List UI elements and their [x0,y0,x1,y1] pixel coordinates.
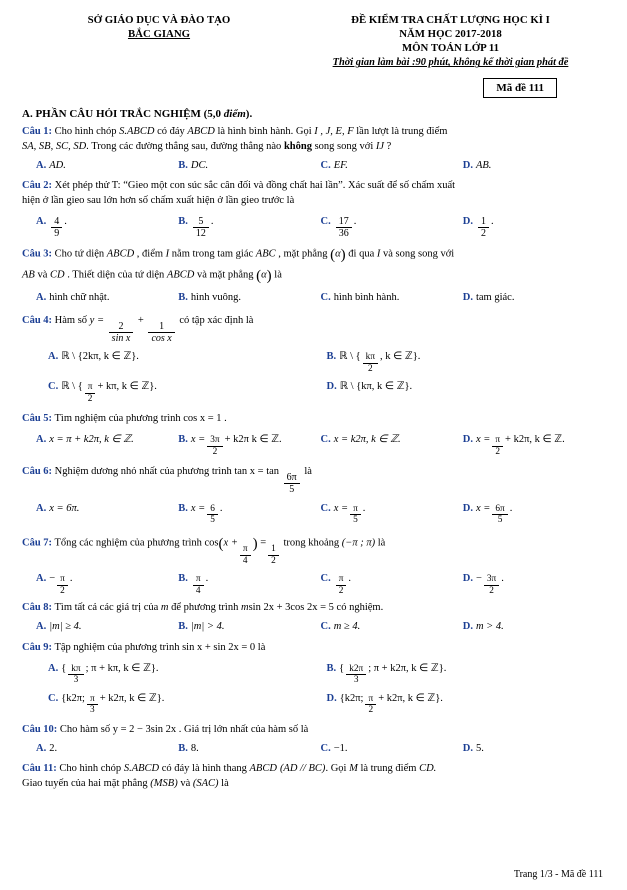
q6-option-b[interactable]: B. x = $\frac{6}{5}$ . [178,502,223,526]
q2-b-fraction: $\frac{5}{12}$ [193,216,209,240]
q10-option-b[interactable]: B. 8. [178,742,199,754]
q6-option-d[interactable]: D. x = $\frac{6\pi}{5}$ . [462,502,513,526]
question-4-options-row2 [22,379,605,404]
q10-option-d[interactable]: D. 5. [462,742,484,754]
exam-code-row [22,68,605,98]
question-9-options-row2 [22,691,605,716]
q2-option-b[interactable]: B. $\frac{5}{12}$ . [178,215,214,239]
section-title-italic: điểm [223,108,246,121]
q2-c-fraction: $\frac{17}{36}$ [336,216,352,240]
q7-option-b[interactable]: B. $\frac{\pi}{4}$ . [178,573,209,596]
q1-t1f: I , J, E, F [314,126,354,138]
time-note: Thời gian làm bài :90 phút, không kể thời gian phát đề [332,57,569,69]
q7-option-c[interactable]: C. $\frac{\pi}{2}$ . [320,573,352,596]
q1-t1d: ABCD [187,126,215,138]
question-7-options [22,571,605,596]
q9-option-d[interactable]: D. {k2π; $\frac{\pi}{2}$ + k2π, k ∈ ℤ}. [326,692,443,716]
q4-option-a[interactable]: A. ℝ \ {2kπ, k ∈ ℤ}. [48,351,139,363]
question-4: Câu 4: Hàm số y = $\frac{2}{\text{sin x}}$ + $\frac{1}{\text{cos x}}$ có tập xác định là [22,314,254,344]
q8-option-c[interactable]: C. m ≥ 4. [320,621,361,633]
q1-option-c-text: EF. [333,160,348,172]
section-title-end: ). [245,108,253,121]
q6-option-c[interactable]: C. x = $\frac{\pi}{5}$ . [320,502,366,526]
q3-option-b[interactable]: B. hình vuông. [178,292,242,304]
question-11: Câu 11: Cho hình chóp S.ABCD có đáy là hình thang ABCD (AD // BC). Gọi M là trung điểm CD. Giao tuyến của hai mặt phẳng (MSB) và (SAC) là [22,762,605,792]
question-9: Câu 9: Tập nghiệm của phương trình sin x + sin 2x = 0 là [22,641,266,653]
q6-option-a[interactable]: A. x = 6π. [36,502,80,514]
q1-option-d[interactable]: D. AB. [463,158,605,174]
q5-option-c[interactable]: C. x = k2π, k ∈ ℤ. [320,434,401,446]
question-2-label: Câu 2: [22,180,53,191]
question-5-label: Câu 5: [22,413,53,425]
q3-option-d[interactable]: D. tam giác. [462,292,515,304]
q11-line2: Giao tuyến của hai mặt phẳng (MSB) và (SAC) là [22,777,229,789]
question-8-label: Câu 8: [22,602,53,614]
section-title [22,108,605,120]
q2-option-d[interactable]: D. $\frac{1}{2}$ . [462,215,494,239]
question-2 [22,179,605,209]
q4-fraction-1: $\frac{2}{\text{sin x}}$ [109,321,134,345]
q9-option-b[interactable]: B. { $\frac{k2\pi}{3}$ ; π + k2π, k ∈ ℤ}. [326,662,447,686]
q7-option-a[interactable]: A. − $\frac{\pi}{2}$ . [36,573,73,596]
question-3-options [22,290,605,306]
header-left [22,14,296,68]
q3-option-c[interactable]: C. hình bình hành. [320,292,400,304]
q1-line2 [22,140,605,155]
q1-t1c: có đáy [154,126,188,138]
question-3: Câu 3: Cho tứ diện ABCD , điểm I nằm trong tam giác ABC , mặt phẳng (α) đi qua I và song song với AB và CD . Thiết diện của tứ diện ABCD và mặt phẳng (α) là [22,245,605,288]
q4-option-c[interactable]: C. ℝ \ { $\frac{\pi}{2}$ + kπ, k ∈ ℤ}. [48,381,157,404]
q2-line1: Xét phép thử T: “Gieo một con súc sắc cân đối và đồng chất hai lần”. Xác suất để số chấm xuất [54,180,456,191]
q10-option-a[interactable]: A. 2. [36,742,58,754]
question-2-options [22,214,605,240]
q9-option-a[interactable]: A. { $\frac{k\pi}{3}$ ; π + kπ, k ∈ ℤ}. [48,662,159,686]
question-11-label: Câu 11: [22,762,57,774]
q1-t2c: không [283,141,312,153]
q1-t1: Cho hình chóp [54,126,120,138]
question-10-label: Câu 10: [22,724,58,736]
question-10: Câu 10: Cho hàm số y = 2 − 3sin 2x . Giá trị lớn nhất của hàm số là [22,724,309,736]
question-9-label: Câu 9: [22,641,53,653]
question-8-options [22,619,605,635]
q1-t2a: SA, SB, SC, SD [22,141,87,153]
q1-t1e: là hình bình hành. Gọi [214,126,315,138]
question-1 [22,125,605,155]
subject-grade: MÔN TOÁN LỚP 11 [401,41,500,54]
q8-option-d[interactable]: D. m > 4. [462,621,504,633]
school-year: NĂM HỌC 2017-2018 [399,27,502,40]
q1-option-a[interactable]: A. AD. [36,158,178,174]
q8-option-b[interactable]: B. |m| > 4. [178,621,225,633]
q1-t1b: S.ABCD [119,126,155,138]
q7-option-d[interactable]: D. − $\frac{3\pi}{2}$ . [462,573,504,596]
q1-t2d: song song với [311,141,376,153]
q1-option-c[interactable]: C. EF. [321,158,463,174]
question-1-options [22,158,605,174]
q1-option-b[interactable]: B. DC. [178,158,320,174]
question-5-options [22,432,605,457]
q4-option-d[interactable]: D. ℝ \ {kπ, k ∈ ℤ}. [326,381,413,393]
question-6: Câu 6: Nghiệm dương nhỏ nhất của phương trình tan x = tan $\frac{6\pi}{5}$ là [22,466,312,496]
q5-option-d[interactable]: D. x = $\frac{\pi}{2}$ + k2π, k ∈ ℤ. [462,434,565,457]
q1-t2e: IJ [375,141,385,153]
q1-option-d-text: AB. [475,160,492,172]
q3-option-a[interactable]: A. hình chữ nhật. [36,292,110,304]
q2-line2: hiện ở lần gieo sau lớn hơn số chấm xuất hiện ở lần gieo trước là [22,194,295,206]
question-9-options-row1 [22,661,605,686]
question-7-label: Câu 7: [22,537,53,549]
question-1-label: Câu 1: [22,126,53,138]
q6-fraction: $\frac{6\pi}{5}$ [284,472,300,496]
q10-option-c[interactable]: C. −1. [320,742,348,754]
q4-option-b[interactable]: B. ℝ \ { $\frac{k\pi}{2}$ , k ∈ ℤ}. [326,351,421,374]
question-8: Câu 8: Tìm tất cả các giá trị của m để phương trình msin 2x + 3cos 2x = 5 có nghiệm. [22,602,384,614]
q2-a-fraction: $\frac{4}{9}$ [51,216,62,240]
province-name: BẮC GIANG [127,27,191,40]
q5-option-a[interactable]: A. x = π + k2π, k ∈ ℤ. [36,434,134,446]
q1-option-a-text: AD. [49,160,66,172]
q1-t2f: ? [384,141,392,153]
q3-line2: AB và CD . Thiết diện của tứ diện ABCD và mặt phẳng (α) là [22,267,282,284]
q2-option-c[interactable]: C. $\frac{17}{36}$ . [320,215,357,239]
q5-option-b[interactable]: B. x = $\frac{3\pi}{2}$ + k2π k ∈ ℤ. [178,434,282,457]
document-header [22,14,605,68]
question-5: Câu 5: Tìm nghiệm của phương trình cos x = 1 . [22,413,227,425]
question-3-label: Câu 3: [22,247,53,259]
q1-t1g: lần lượt là trung điểm [353,126,448,138]
q1-option-b-text: DC. [190,160,209,172]
q2-d-fraction: $\frac{1}{2}$ [478,216,489,240]
header-right [296,14,605,68]
exam-code-box: Mã đề 111 [483,78,557,98]
question-6-options [22,501,605,526]
q9-option-c[interactable]: C. {k2π; $\frac{\pi}{3}$ + k2π, k ∈ ℤ}. [48,692,165,716]
q1-t2b: . Trong các đường thẳng sau, đường thẳng nào [86,141,284,153]
q4-fraction-2: $\frac{1}{\text{cos x}}$ [148,321,174,345]
question-7: Câu 7: Tổng các nghiệm của phương trình cos(x + $\frac{\pi}{4}$ ) = $\frac{1}{2}$ trong khoảng (−π ; π) là [22,536,386,566]
section-title-main: A. PHẦN CÂU HỎI TRẮC NGHIỆM (5,0 [22,108,224,121]
question-4-label: Câu 4: [22,314,53,326]
question-6-label: Câu 6: [22,466,53,478]
department-name: SỞ GIÁO DỤC VÀ ĐÀO TẠO [87,14,231,26]
q2-option-a[interactable]: A. $\frac{4}{9}$ . [36,215,67,239]
page-footer: Trang 1/3 - Mã đề 111 [513,869,603,880]
question-4-options-row1 [22,349,605,374]
exam-title: ĐỀ KIỂM TRA CHẤT LƯỢNG HỌC KÌ I [351,14,550,26]
question-10-options [22,741,605,757]
q8-option-a[interactable]: A. |m| ≥ 4. [36,621,82,633]
